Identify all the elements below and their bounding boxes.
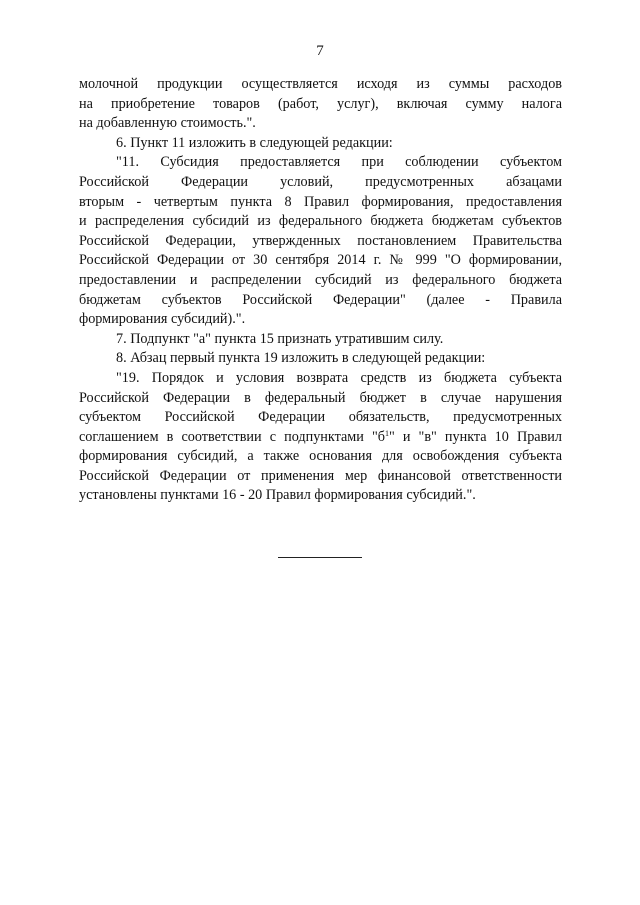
paragraph-6-heading: 6. Пункт 11 изложить в следующей редакции: — [116, 134, 393, 151]
text-line: установлены пунктами 16 - 20 Правил формирования субсидий.". — [79, 487, 476, 504]
text-line: Российской Федерации в федеральный бюджет в случае нарушения — [79, 389, 562, 406]
text-line: "11. Субсидия предоставляется при соблюдении субъектом — [116, 154, 562, 171]
text-line: молочной продукции осуществляется исходя из суммы расходов — [79, 76, 562, 92]
page-number: 7 — [316, 43, 324, 59]
text-line: формирования субсидий, а также основания для освобождения субъекта — [79, 448, 562, 465]
text-line: Российской Федерации, утвержденных постановлением Правительства — [79, 232, 562, 249]
paragraph-8-heading: 8. Абзац первый пункта 19 изложить в следующей редакции: — [116, 350, 486, 367]
text-line: формирования субсидий).". — [79, 311, 246, 328]
text-line: Российской Федерации от 30 сентября 2014 г. № 999 "О формировании, — [79, 252, 562, 269]
text-line-with-superscript — [79, 428, 562, 448]
superscript: 1 — [384, 428, 389, 438]
text-segment: соглашением в соответствии с подпунктами "б — [79, 428, 385, 445]
text-line: вторым - четвертым пункта 8 Правил формирования, предоставления — [79, 193, 562, 210]
text-line: и распределения субсидий из федерального бюджета бюджетам субъектов — [79, 213, 562, 230]
text-segment: " и "в" пункта 10 Правил — [388, 428, 562, 445]
text-line: "19. Порядок и условия возврата средств из бюджета субъекта — [116, 369, 562, 386]
text-line: предоставлении и распределении субсидий из федерального бюджета — [79, 271, 562, 288]
text-line: на приобретение товаров (работ, услуг), включая сумму налога — [79, 95, 562, 112]
text-line: на добавленную стоимость.". — [79, 115, 256, 132]
text-line: Российской Федерации условий, предусмотренных абзацами — [79, 173, 562, 190]
document-body — [79, 75, 562, 506]
text-line: бюджетам субъектов Российской Федерации" (далее - Правила — [79, 291, 562, 308]
text-line: субъектом Российской Федерации обязательств, предусмотренных — [79, 409, 562, 426]
text-line: Российской Федерации от применения мер финансовой ответственности — [79, 467, 562, 484]
end-divider — [278, 557, 362, 558]
paragraph-7: 7. Подпункт "а" пункта 15 признать утратившим силу. — [116, 330, 444, 347]
